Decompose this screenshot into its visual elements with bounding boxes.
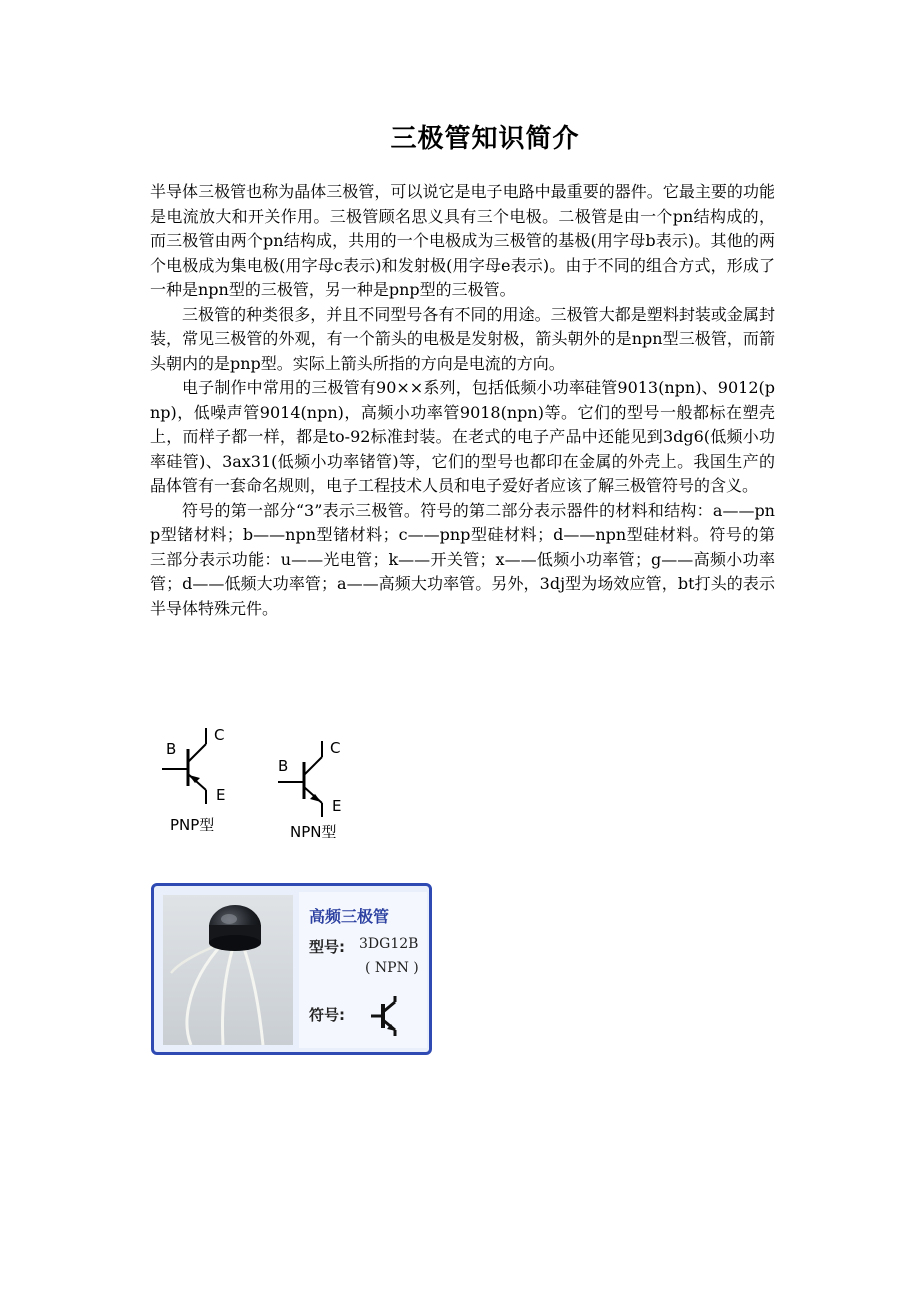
pnp-caption: PNP型 [170, 816, 215, 834]
pnp-transistor-symbol [158, 724, 248, 840]
npn-caption: NPN型 [290, 823, 337, 841]
product-info-panel [299, 892, 427, 1048]
paragraph: 电子制作中常用的三极管有90××系列，包括低频小功率硅管9013(npn)、9012(pnp)，低噪声管9014(npn)，高频小功率管9018(npn)等。它们的型号一般都标在塑壳上，而样子都一样，都是to-92标准封装。在老式的电子产品中还能见到3dg6(低频小功率硅管)、3ax31(低频小功率锗管)等，它们的型号也都印在金属的外壳上。我国生产的晶体管有一套命名规则，电子工程技术人员和电子爱好者应该了解三极管符号的含义。 [150, 378, 775, 495]
document-body [150, 180, 775, 621]
npn-symbol-icon [274, 737, 364, 827]
model-type: ( NPN ) [365, 960, 419, 976]
npn-small-symbol-icon [369, 996, 409, 1040]
model-label: 型号: [309, 938, 345, 956]
npn-base-label: B [278, 757, 289, 775]
transistor-photo-image [163, 895, 293, 1045]
paragraph: 符号的第一部分“3”表示三极管。符号的第二部分表示器件的材料和结构：a——pnp型锗材料；b——npn型锗材料；c——pnp型硅材料；d——npn型硅材料。符号的第三部分表示功能：u——光电管；k——开关管；x——低频小功率管；g——高频小功率管；d——低频大功率管；a——高频大功率管。另外，3dj型为场效应管，bt打头的表示半导体特殊元件。 [150, 500, 775, 618]
npn-collector-label: C [330, 739, 341, 757]
pnp-collector-label: C [214, 726, 225, 744]
product-title: 高频三极管 [309, 907, 390, 926]
npn-emitter-label: E [332, 797, 342, 815]
model-value: 3DG12B [359, 936, 419, 952]
paragraph: 半导体三极管也称为晶体三极管，可以说它是电子电路中最重要的器件。它最主要的功能是电流放大和开关作用。三极管顾名思义具有三个电极。二极管是由一个pn结构成的，而三极管由两个pn结构成，共用的一个电极成为三极管的基极(用字母b表示)。其他的两个电极成为集电极(用字母c表示)和发射极(用字母e表示)。由于不同的组合方式，形成了一种是npn型的三极管，另一种是pnp型的三极管。 [150, 182, 775, 299]
transistor-photo [163, 895, 293, 1045]
document-title: 三极管知识简介 [390, 124, 580, 154]
npn-transistor-symbol [274, 737, 364, 853]
product-card [151, 883, 432, 1055]
pnp-emitter-label: E [216, 786, 226, 804]
pnp-symbol-icon [158, 724, 248, 814]
paragraph: 三极管的种类很多，并且不同型号各有不同的用途。三极管大都是塑料封装或金属封装，常见三极管的外观，有一个箭头的电极是发射极，箭头朝外的是npn型三极管，而箭头朝内的是pnp型。实际上箭头所指的方向是电流的方向。 [150, 304, 775, 373]
symbol-label: 符号: [309, 1006, 345, 1024]
pnp-base-label: B [166, 740, 177, 758]
